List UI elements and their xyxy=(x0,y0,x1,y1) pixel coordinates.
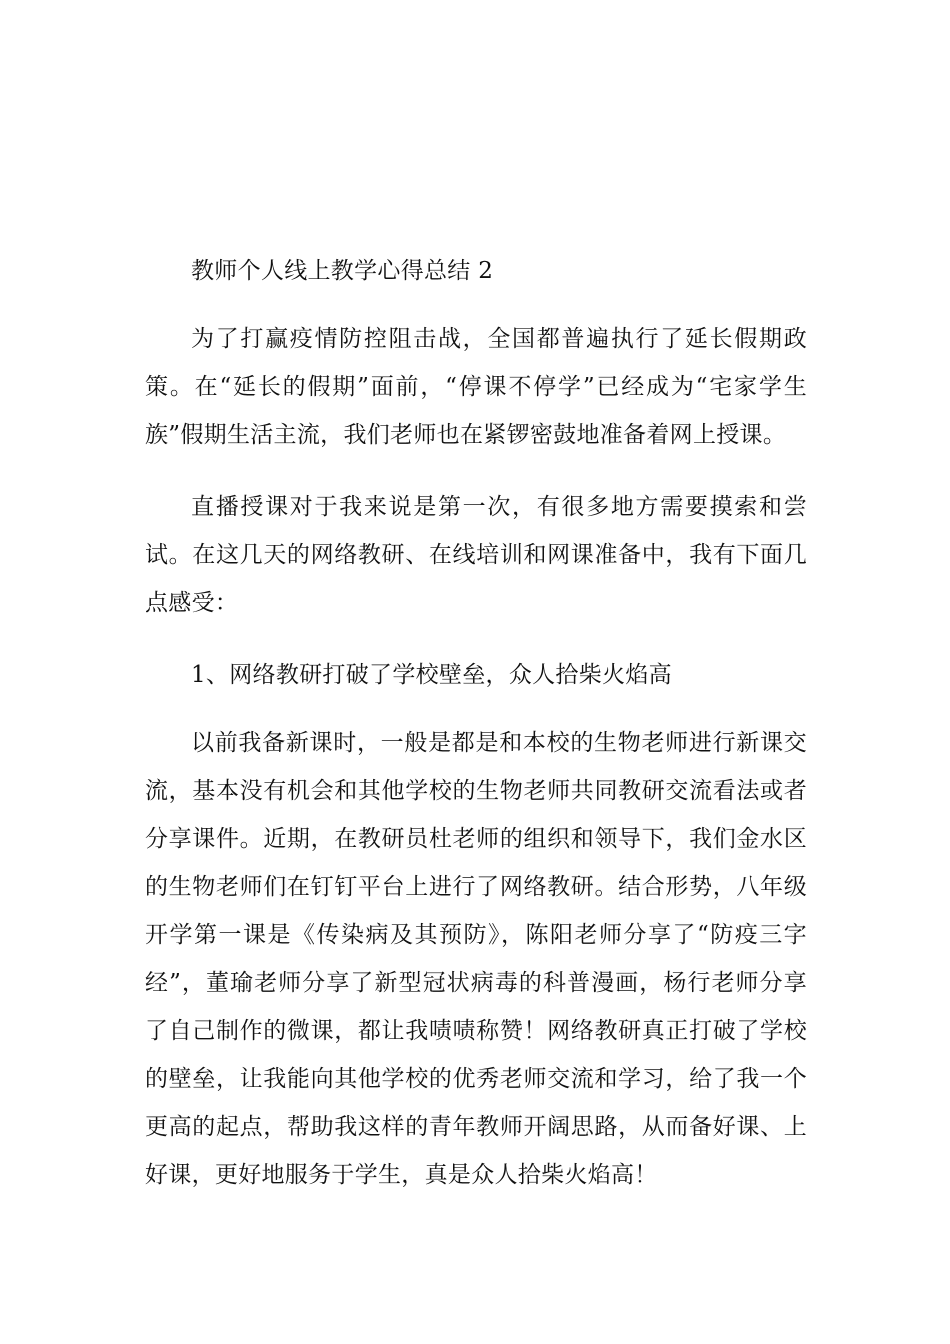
paragraph-online-research: 以前我备新课时，一般是都是和本校的生物老师进行新课交流，基本没有机会和其他学校的生物老师共同教研交流看法或者分享课件。近期，在教研员杜老师的组织和领导下，我们金水区的生物老师们在钉钉平台上进行了网络教研。结合形势，八年级开学第一课是《传染病及其预防》，陈阳老师分享了“防疫三字经”，董瑜老师分享了新型冠状病毒的科普漫画，杨行老师分享了自己制作的微课，都让我啧啧称赞！网络教研真正打破了学校的壁垒，让我能向其他学校的优秀老师交流和学习，给了我一个更高的起点，帮助我这样的青年教师开阔思路，从而备好课、上好课，更好地服务于学生，真是众人拾柴火焰高！ xyxy=(145,730,807,1188)
document-title: 教师个人线上教学心得总结 2 xyxy=(191,258,494,284)
paragraph-first-experience: 直播授课对于我来说是第一次，有很多地方需要摸索和尝试。在这几天的网络教研、在线培训和网课准备中，我有下面几点感受： xyxy=(145,494,807,616)
section-heading-1: 1、网络教研打破了学校壁垒，众人拾柴火焰高 xyxy=(191,662,672,688)
document-body xyxy=(145,247,807,1223)
paragraph-intro: 为了打赢疫情防控阻击战，全国都普遍执行了延长假期政策。在“延长的假期”面前，“停课不停学”已经成为“宅家学生族”假期生活主流，我们老师也在紧锣密鼓地准备着网上授课。 xyxy=(145,326,807,448)
